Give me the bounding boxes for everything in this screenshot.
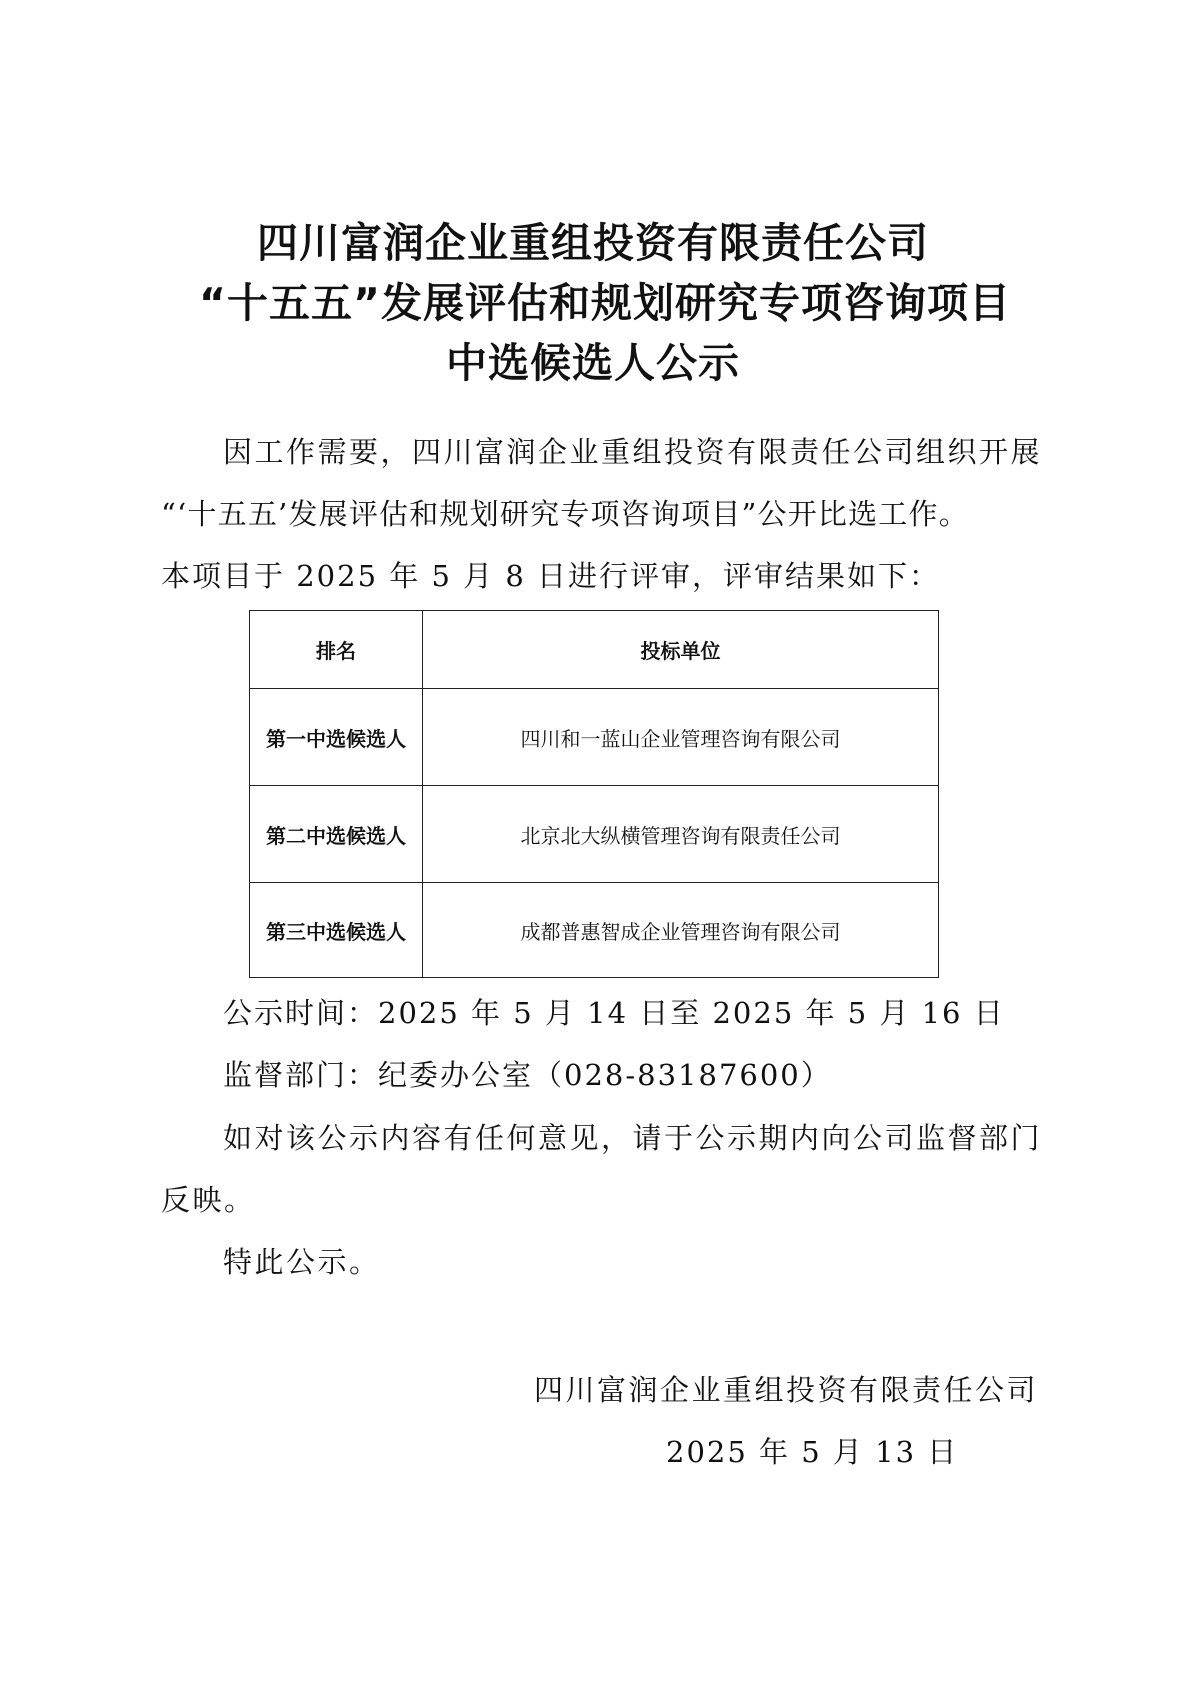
notice-supervisor: 监督部门：纪委办公室（028-83187600） [223,1058,832,1092]
header-unit: 投标单位 [640,639,721,663]
signature-company: 四川富润企业重组投资有限责任公司 [534,1373,1039,1407]
intro-line-1: 因工作需要，四川富润企业重组投资有限责任公司组织开展 [223,435,1043,469]
notice-closing: 特此公示。 [223,1245,381,1279]
rank-cell: 第三中选候选人 [250,883,423,978]
table-row [250,689,938,786]
notice-feedback-line-1: 如对该公示内容有任何意见，请于公示期内向公司监督部门 [223,1121,1043,1155]
intro-line-2: “‘十五五’发展评估和规划研究专项咨询项目”公开比选工作。 [161,497,969,531]
notice-feedback-line-2: 反映。 [161,1183,256,1217]
rank-cell: 第一中选候选人 [250,689,423,785]
table-row [250,786,938,883]
title-line-1: 四川富润企业重组投资有限责任公司 [257,219,929,267]
intro-line-3: 本项目于 2025 年 5 月 8 日进行评审，评审结果如下： [161,559,941,593]
table-row [250,883,938,978]
unit-cell: 北京北大纵横管理咨询有限责任公司 [520,823,841,848]
rank-cell: 第二中选候选人 [250,786,423,882]
title-line-2: “十五五”发展评估和规划研究专项咨询项目 [199,279,1011,327]
notice-period: 公示时间：2025 年 5 月 14 日至 2025 年 5 月 16 日 [223,996,1005,1030]
unit-cell: 四川和一蓝山企业管理咨询有限公司 [520,726,841,751]
results-table [249,610,939,978]
table-header-row [250,611,938,689]
unit-cell: 成都普惠智成企业管理咨询有限公司 [520,920,841,944]
title-line-3: 中选候选人公示 [446,339,740,387]
signature-date: 2025 年 5 月 13 日 [666,1435,959,1469]
header-rank: 排名 [250,611,423,688]
